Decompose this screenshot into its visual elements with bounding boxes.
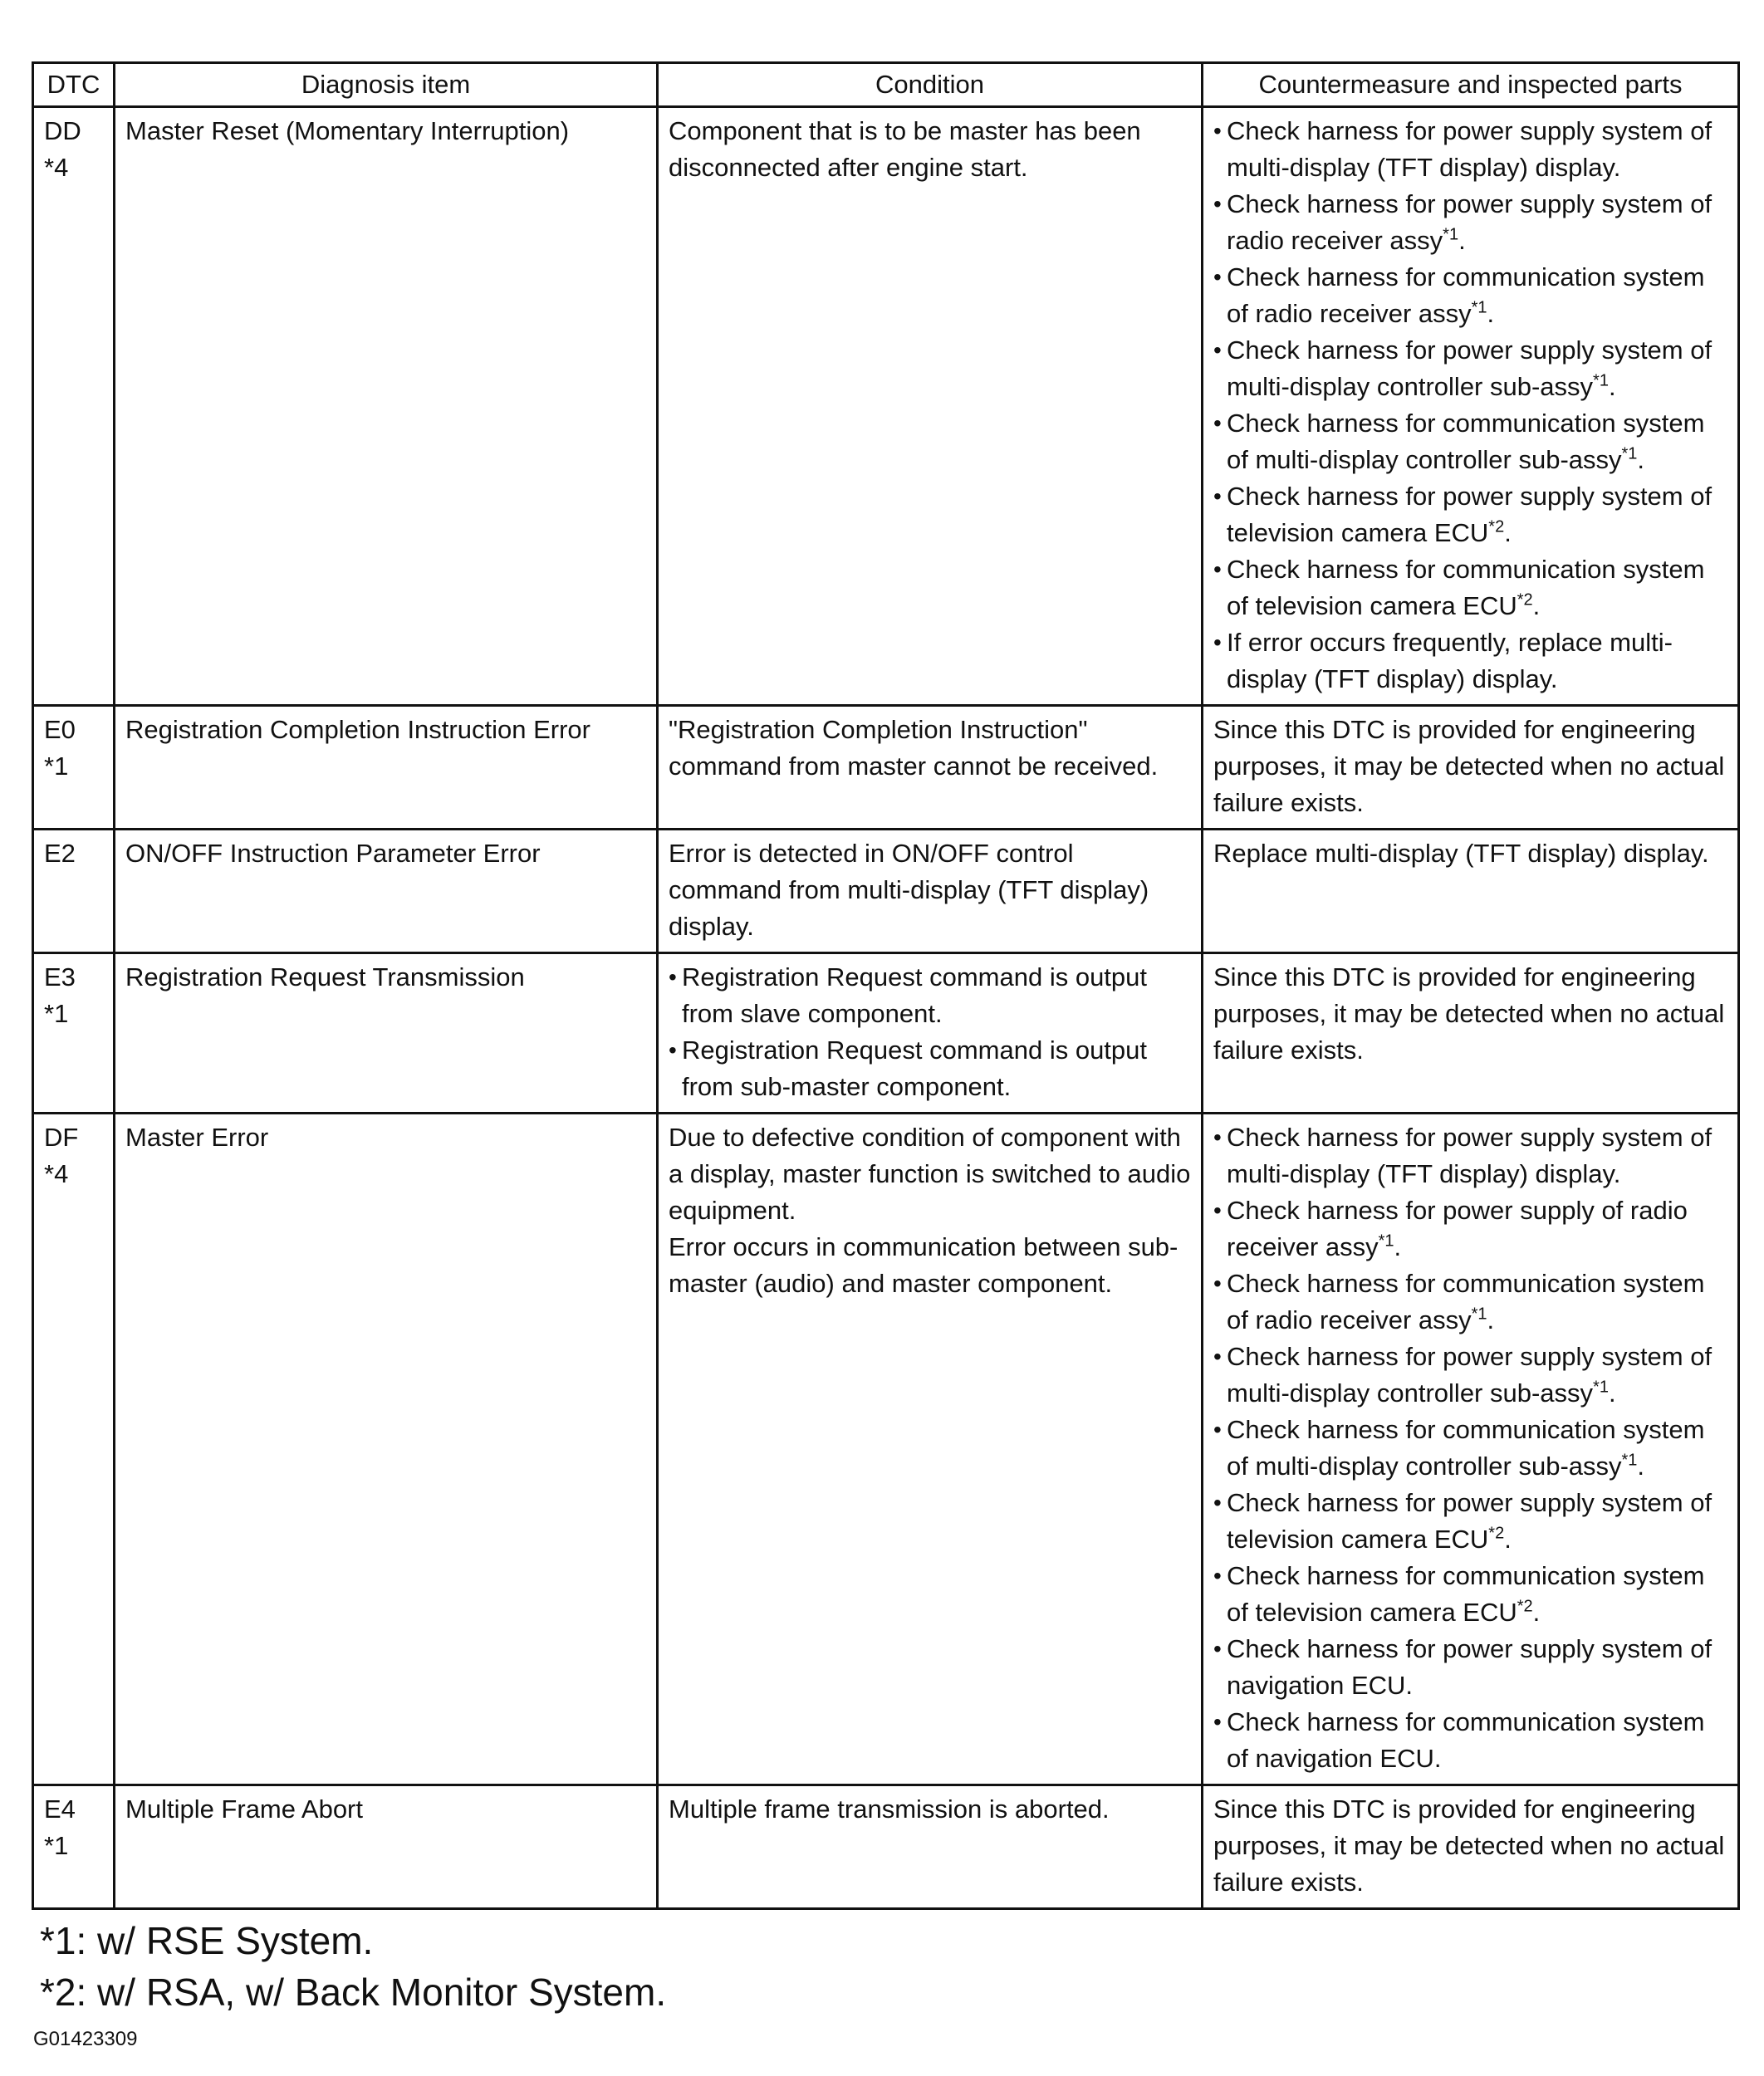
- condition-bullet-item: [669, 959, 1191, 1032]
- countermeasure-text: Check harness for communication system of multi-display controller sub-assy: [1227, 409, 1705, 474]
- dtc-code: E3: [44, 962, 76, 991]
- countermeasure-text: Check harness for power supply system of multi-display (TFT display) display.: [1227, 1123, 1713, 1188]
- punctuation: .: [1458, 226, 1466, 255]
- dtc-code: DD: [44, 116, 81, 145]
- countermeasure-item: [1213, 1631, 1727, 1704]
- countermeasure-cell: Since this DTC is provided for engineering purposes, it may be detected when no actual failure exists.: [1203, 1785, 1739, 1909]
- countermeasure-item: [1213, 1339, 1727, 1412]
- diagnosis-item-cell: Registration Request Transmission: [115, 953, 658, 1114]
- countermeasure-text: If error occurs frequently, replace multi-display (TFT display) display.: [1227, 628, 1673, 693]
- dtc-note: *1: [44, 999, 69, 1028]
- table-row: [33, 953, 1739, 1114]
- header-dtc: DTC: [33, 63, 115, 107]
- header-countermeasure: Countermeasure and inspected parts: [1203, 63, 1739, 107]
- bullet-icon: •: [1213, 483, 1222, 509]
- countermeasure-item: [1213, 1704, 1727, 1777]
- table-header-row: [33, 63, 1739, 107]
- countermeasure-item: [1213, 259, 1727, 332]
- punctuation: .: [1608, 1378, 1616, 1408]
- countermeasure-item: [1213, 1558, 1727, 1631]
- condition-cell: [658, 830, 1203, 953]
- condition-text: "Registration Completion Instruction" command from master cannot be received.: [669, 715, 1159, 781]
- countermeasure-text: Check harness for power supply system of multi-display controller sub-assy: [1227, 335, 1713, 401]
- countermeasure-cell: Since this DTC is provided for engineering purposes, it may be detected when no actual failure exists.: [1203, 953, 1739, 1114]
- countermeasure-item: [1213, 551, 1727, 624]
- bullet-icon: •: [1213, 1124, 1222, 1150]
- footnote-ref: *1: [1593, 371, 1609, 390]
- condition-bullets: [669, 959, 1191, 1105]
- condition-bullet-text: Registration Request command is output from slave component.: [682, 962, 1148, 1028]
- footnote-ref: *1: [1443, 225, 1459, 244]
- condition-text: Error is detected in ON/OFF control command from multi-display (TFT display) display.: [669, 839, 1149, 941]
- bullet-icon: •: [669, 964, 677, 990]
- bullet-icon: •: [1213, 1271, 1222, 1296]
- bullet-icon: •: [1213, 410, 1222, 436]
- footnote-ref: *1: [1621, 1451, 1638, 1470]
- condition-text: Component that is to be master has been disconnected after engine start.: [669, 116, 1141, 182]
- countermeasure-text: Check harness for communication system of radio receiver assy: [1227, 1269, 1705, 1334]
- countermeasure-text: Check harness for power supply system of television camera ECU: [1227, 482, 1713, 547]
- punctuation: .: [1532, 1598, 1541, 1627]
- punctuation: .: [1637, 445, 1645, 474]
- figure-code: G01423309: [33, 2028, 138, 2050]
- countermeasure-text: Check harness for power supply system of multi-display (TFT display) display.: [1227, 116, 1713, 182]
- table-row: [33, 1114, 1739, 1785]
- table-row: [33, 830, 1739, 953]
- diagnosis-item-cell: Master Reset (Momentary Interruption): [115, 107, 658, 706]
- countermeasure-text: Check harness for communication system of television camera ECU: [1227, 555, 1705, 620]
- countermeasure-text: Check harness for power supply system of radio receiver assy: [1227, 189, 1713, 255]
- condition-cell: [658, 953, 1203, 1114]
- footnote-ref: *2: [1517, 1597, 1533, 1616]
- punctuation: .: [1637, 1452, 1645, 1481]
- bullet-icon: •: [669, 1037, 677, 1063]
- countermeasure-cell: Since this DTC is provided for engineering purposes, it may be detected when no actual failure exists.: [1203, 706, 1739, 830]
- header-diagnosis-item: Diagnosis item: [115, 63, 658, 107]
- bullet-icon: •: [1213, 1636, 1222, 1662]
- table-row: [33, 1785, 1739, 1909]
- countermeasure-item: [1213, 1485, 1727, 1558]
- punctuation: .: [1504, 518, 1512, 547]
- condition-text: Due to defective condition of component with a display, master function is switched to audio equipment.: [669, 1123, 1191, 1225]
- condition-cell: [658, 706, 1203, 830]
- countermeasure-cell: [1203, 107, 1739, 706]
- footnote-ref: *1: [1378, 1231, 1394, 1251]
- countermeasure-item: [1213, 624, 1727, 698]
- condition-text: Error occurs in communication between sub-master (audio) and master component.: [669, 1232, 1178, 1298]
- dtc-note: *4: [44, 1159, 69, 1188]
- dtc-note: *1: [44, 1831, 69, 1860]
- footnote-ref: *1: [1621, 444, 1638, 463]
- footnote-ref: *1: [1471, 1305, 1487, 1324]
- countermeasure-text: Check harness for power supply system of multi-display controller sub-assy: [1227, 1342, 1713, 1408]
- diagnosis-item-cell: Multiple Frame Abort: [115, 1785, 658, 1909]
- footnote-ref: *2: [1488, 1524, 1505, 1543]
- dtc-cell: [33, 107, 115, 706]
- document-page: [32, 61, 1737, 2051]
- dtc-cell: [33, 1785, 115, 1909]
- bullet-icon: •: [1213, 337, 1222, 363]
- header-condition: Condition: [658, 63, 1203, 107]
- condition-bullet-item: [669, 1032, 1191, 1105]
- bullet-icon: •: [1213, 1197, 1222, 1223]
- countermeasure-text: Check harness for power supply of radio receiver assy: [1227, 1196, 1688, 1261]
- countermeasure-bullets: [1213, 113, 1727, 698]
- footnote-ref: *1: [1471, 298, 1487, 317]
- bullet-icon: •: [1213, 118, 1222, 144]
- countermeasure-item: [1213, 1192, 1727, 1266]
- punctuation: .: [1532, 591, 1541, 620]
- dtc-cell: [33, 830, 115, 953]
- countermeasure-item: [1213, 186, 1727, 259]
- countermeasure-cell: Replace multi-display (TFT display) display.: [1203, 830, 1739, 953]
- condition-cell: [658, 1785, 1203, 1909]
- countermeasure-item: [1213, 1412, 1727, 1485]
- diagnosis-item-cell: Registration Completion Instruction Error: [115, 706, 658, 830]
- countermeasure-bullets: [1213, 1119, 1727, 1777]
- bullet-icon: •: [1213, 556, 1222, 582]
- bullet-icon: •: [1213, 1563, 1222, 1589]
- countermeasure-text: Check harness for communication system of television camera ECU: [1227, 1561, 1705, 1627]
- footnotes: [32, 1915, 1737, 2018]
- punctuation: .: [1487, 299, 1495, 328]
- countermeasure-item: [1213, 405, 1727, 478]
- countermeasure-text: Check harness for power supply system of television camera ECU: [1227, 1488, 1713, 1554]
- condition-bullet-text: Registration Request command is output from sub-master component.: [682, 1036, 1148, 1101]
- diagnosis-item-cell: ON/OFF Instruction Parameter Error: [115, 830, 658, 953]
- bullet-icon: •: [1213, 1490, 1222, 1515]
- punctuation: .: [1608, 372, 1616, 401]
- diagnosis-item-cell: Master Error: [115, 1114, 658, 1785]
- dtc-note: *4: [44, 153, 69, 182]
- countermeasure-item: [1213, 332, 1727, 405]
- bullet-icon: •: [1213, 264, 1222, 290]
- countermeasure-item: [1213, 1266, 1727, 1339]
- countermeasure-text: Check harness for communication system of radio receiver assy: [1227, 262, 1705, 328]
- bullet-icon: •: [1213, 1417, 1222, 1442]
- bullet-icon: •: [1213, 1709, 1222, 1735]
- footnote-ref: *1: [1593, 1378, 1609, 1397]
- dtc-code: E4: [44, 1794, 76, 1824]
- dtc-cell: [33, 1114, 115, 1785]
- countermeasure-item: [1213, 1119, 1727, 1192]
- countermeasure-cell: [1203, 1114, 1739, 1785]
- dtc-cell: [33, 706, 115, 830]
- footnote: *2: w/ RSA, w/ Back Monitor System.: [40, 1971, 667, 2014]
- countermeasure-text: Check harness for communication system of navigation ECU.: [1227, 1707, 1705, 1773]
- dtc-cell: [33, 953, 115, 1114]
- condition-cell: [658, 1114, 1203, 1785]
- bullet-icon: •: [1213, 191, 1222, 217]
- punctuation: .: [1487, 1305, 1495, 1334]
- footnote-ref: *2: [1488, 517, 1505, 536]
- countermeasure-text: Check harness for communication system of multi-display controller sub-assy: [1227, 1415, 1705, 1481]
- punctuation: .: [1504, 1525, 1512, 1554]
- countermeasure-item: [1213, 478, 1727, 551]
- condition-text: Multiple frame transmission is aborted.: [669, 1794, 1110, 1824]
- punctuation: .: [1394, 1232, 1402, 1261]
- dtc-table: [32, 61, 1740, 1910]
- footnote: *1: w/ RSE System.: [40, 1919, 374, 1962]
- table-row: [33, 706, 1739, 830]
- bullet-icon: •: [1213, 1344, 1222, 1369]
- condition-cell: [658, 107, 1203, 706]
- bullet-icon: •: [1213, 629, 1222, 655]
- dtc-code: E0: [44, 715, 76, 744]
- table-row: [33, 107, 1739, 706]
- countermeasure-item: [1213, 113, 1727, 186]
- dtc-code: DF: [44, 1123, 79, 1152]
- dtc-code: E2: [44, 839, 76, 868]
- countermeasure-text: Check harness for power supply system of navigation ECU.: [1227, 1634, 1713, 1700]
- footnote-ref: *2: [1517, 590, 1533, 610]
- dtc-note: *1: [44, 752, 69, 781]
- table-body: [33, 107, 1739, 1909]
